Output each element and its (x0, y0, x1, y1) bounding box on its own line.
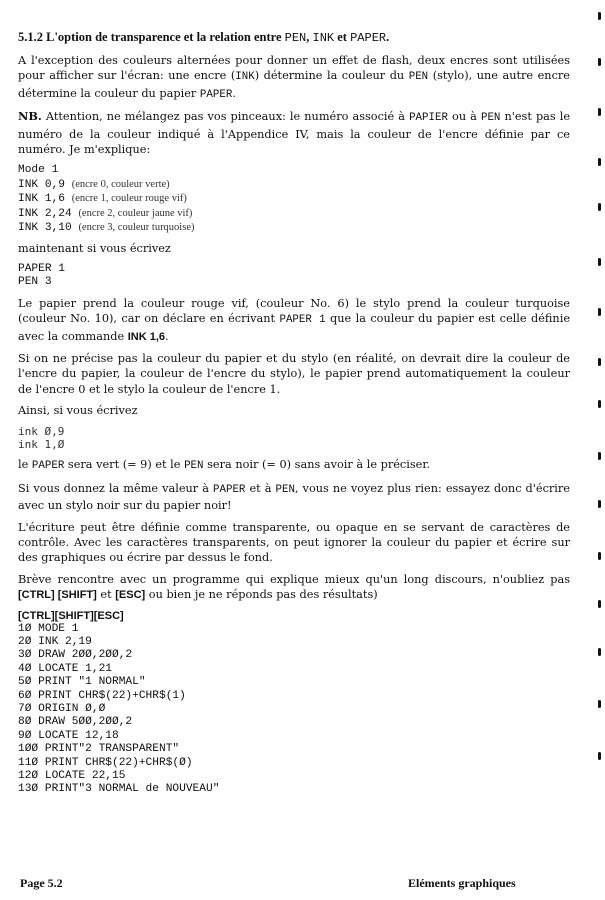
heading-pen: PEN (284, 31, 307, 45)
binding-edge-marks (591, 0, 605, 900)
code-line (18, 207, 570, 221)
paragraph-nb (18, 109, 570, 157)
p8-pen: PEN (275, 483, 295, 496)
code-line (18, 163, 570, 177)
program-line: 9Ø LOCATE 12,18 (18, 729, 119, 742)
heading-ink: INK (312, 31, 335, 45)
p8-c: , vous ne voyez plus rien: essayez donc d'écrire avec un stylo noir sur du papier noir! (18, 481, 570, 513)
code-lowercase-ink (18, 425, 570, 452)
paragraph-same-value (18, 481, 570, 514)
program-line: 5Ø PRINT "1 NORMAL" (18, 676, 146, 689)
p7-pen: PEN (184, 460, 204, 473)
heading-sep: , (306, 30, 310, 44)
code-line (18, 178, 570, 192)
paragraph-transparent: L'écriture peut être définie comme transparente, ou opaque en se servant de caractères de contrôle. Avec les caractères transparents, on peut ignorer la couleur du papier et écrire sur des graphiques ou écrire par dessus le fond. (18, 520, 570, 565)
code-line (18, 192, 570, 206)
p1-c: (stylo), une autre encre détermine la couleur du papier (18, 69, 570, 100)
page-body (18, 30, 570, 803)
code-line: PEN 3 (18, 276, 52, 289)
program-listing (18, 623, 570, 797)
heading-text: 5.1.2 L'option de transparence et la relation entre (18, 30, 282, 44)
program-line: 1ØØ PRINT"2 TRANSPARENT" (18, 743, 180, 756)
p7-paper: PAPER (31, 460, 65, 473)
nb-label: NB. (18, 109, 42, 124)
code-line: ink Ø,9 (18, 424, 65, 438)
program-line: 8Ø DRAW 5ØØ,2ØØ,2 (18, 716, 133, 729)
program-line: 7Ø ORIGIN Ø,Ø (18, 703, 106, 716)
heading-paper: PAPER (350, 31, 387, 45)
p2-pen: PEN (480, 112, 501, 125)
p1-a: A l'exception des couleurs alternées pour donner un effet de flash, deux encres sont utilisées pour afficher sur l'écran: une encre ( (18, 54, 570, 83)
p2-b: ou à (452, 110, 477, 124)
code-comment: (encre 3, couleur turquoise) (78, 222, 195, 234)
code-text: INK 2,24 (18, 207, 79, 220)
footer-page-number: Page 5.2 (20, 876, 63, 890)
p1-b: ) détermine la couleur du (254, 69, 405, 83)
p2-c: n'est pas le numéro de la couleur indiqué à l'Appendice IV, mais la couleur de l'encre définie par ce numéro. Je m'explique: (18, 110, 571, 157)
p4-b: que la couleur du papier est celle définie avec la commande (18, 312, 571, 343)
program-line: 11Ø PRINT CHR$(22)+CHR$(Ø) (18, 756, 193, 769)
program-line: 13Ø PRINT"3 NORMAL de NOUVEAU" (18, 783, 220, 796)
paragraph-ainsi: Ainsi, si vous écrivez (18, 404, 138, 418)
p4-paper1: PAPER 1 (279, 314, 326, 327)
paragraph-result (18, 457, 570, 474)
section-heading (18, 30, 570, 45)
p2-papier: PAPIER (409, 112, 448, 125)
paragraph-flash (18, 53, 570, 103)
code-text: INK 0,9 (18, 178, 72, 191)
code-comment: (encre 2, couleur jaune vif) (78, 207, 193, 219)
code-text: INK 3,10 (18, 222, 79, 235)
program-line: 1Ø MODE 1 (18, 622, 79, 635)
p2-a: Attention, ne mélangez pas vos pinceaux: le numéro associé à (45, 110, 406, 124)
heading-et: et (337, 30, 347, 44)
paragraph-maintenant: maintenant si vous écrivez (18, 242, 171, 256)
program-keys: [CTRL][SHIFT][ESC] (18, 609, 124, 622)
paragraph-default: Si on ne précise pas la couleur du papier et du stylo (en réalité, on devrait dire la couleur de l'encre du papier, la couleur de l'encre du stylo), le papier prend automatiquement la couleur de l'encre 0 et le stylo la couleur de l'encre 1. (18, 351, 570, 396)
p10-a: Brève rencontre avec un programme qui explique mieux qu'un long discours, n'oubliez pas (18, 572, 570, 586)
code-comment: (encre 0, couleur verte) (71, 178, 170, 190)
program-line: 4Ø LOCATE 1,21 (18, 662, 112, 675)
p4-c: . (165, 329, 169, 343)
p8-paper: PAPER (213, 483, 246, 496)
code-paper-pen (18, 263, 570, 290)
paragraph-explanation (18, 296, 570, 345)
program-line: 2Ø INK 2,19 (18, 636, 92, 648)
program-line: 6Ø PRINT CHR$(22)+CHR$(1) (18, 689, 186, 702)
code-ink-examples (18, 163, 570, 235)
paragraph-program-intro (18, 572, 570, 604)
p10-esc: [ESC] (115, 589, 146, 602)
p1-paper: PAPER (199, 88, 233, 101)
p10-c: ou bien je ne réponds pas des résultats) (148, 588, 378, 602)
code-line: ink 1,Ø (18, 437, 65, 451)
p8-b: et à (249, 481, 272, 495)
p4-a: Le papier prend la couleur rouge vif, (couleur No. 6) le stylo prend la couleur turquoise (couleur No. 10), car on déclare en écrivant (18, 296, 570, 326)
p4-ink16: INK 1,6 (127, 330, 166, 343)
p7-b: sera vert (= 9) et le (67, 458, 181, 472)
p7-a: le (18, 458, 29, 472)
p10-keys: [CTRL] [SHIFT] (18, 589, 97, 602)
program-line: 12Ø LOCATE 22,15 (18, 770, 126, 783)
footer-section-title: Eléments graphiques (408, 876, 516, 890)
program-line: 3Ø DRAW 2ØØ,2ØØ,2 (18, 649, 133, 662)
p1-ink: INK (235, 71, 255, 84)
code-text: Mode 1 (18, 164, 59, 177)
code-line (18, 221, 570, 235)
code-comment: (encre 1, couleur rouge vif) (71, 193, 187, 205)
p1-pen: PEN (408, 71, 429, 84)
p7-c: sera noir (= 0) sans avoir à le préciser. (207, 458, 431, 472)
code-text: INK 1,6 (18, 193, 72, 206)
code-line: PAPER 1 (18, 262, 65, 275)
p10-b: et (100, 588, 112, 602)
p1-d: . (232, 86, 236, 100)
p8-a: Si vous donnez la même valeur à (18, 481, 209, 495)
heading-end: . (386, 30, 390, 44)
